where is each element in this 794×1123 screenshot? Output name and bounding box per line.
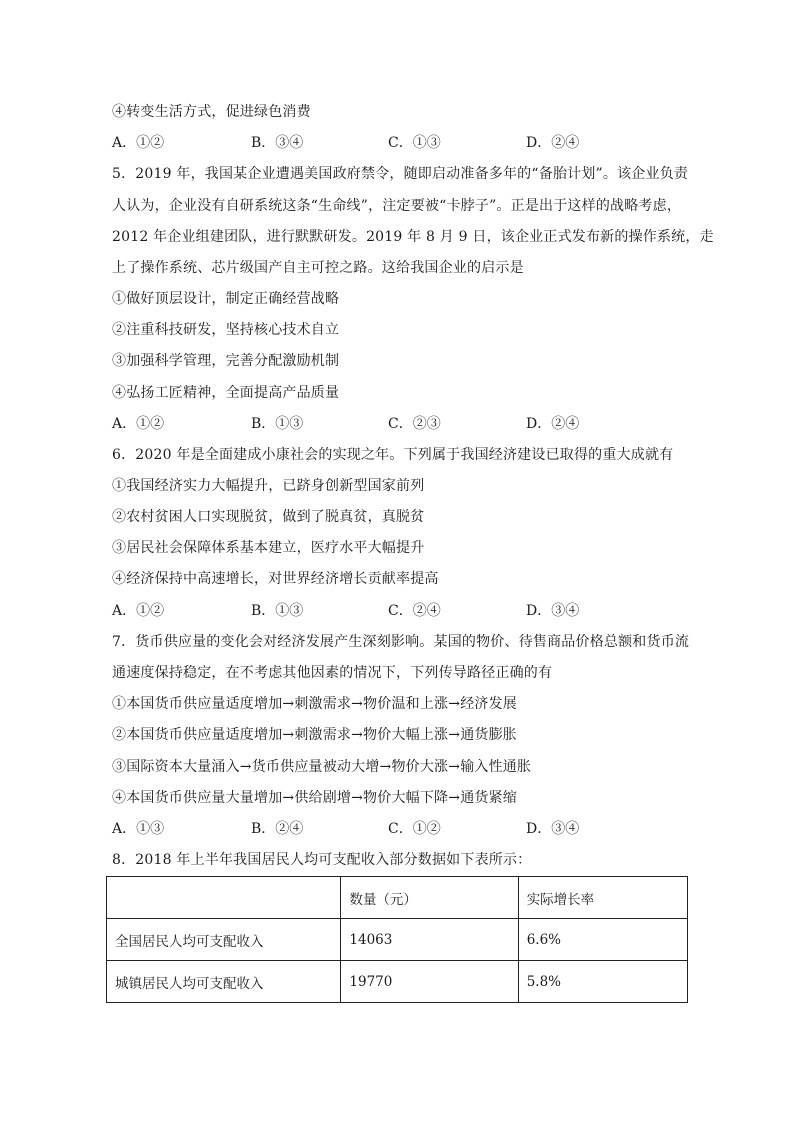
q7-option-c: C．①② xyxy=(388,821,441,837)
table-cell: 城镇居民人均可支配收入 xyxy=(107,961,341,1003)
table-header-row xyxy=(107,877,688,919)
table-row xyxy=(107,919,688,961)
q6-item-4: ④经济保持中高速增长，对世界经济增长贡献率提高 xyxy=(112,571,439,587)
q5-option-b: B．①③ xyxy=(251,416,304,432)
q8-stem: 8．2018 年上半年我国居民人均可支配收入部分数据如下表所示： xyxy=(112,852,532,868)
q6-item-3: ③居民社会保障体系基本建立，医疗水平大幅提升 xyxy=(112,540,425,556)
table-header-cell: 数量（元） xyxy=(341,877,518,919)
table-header-cell: 实际增长率 xyxy=(518,877,687,919)
q5-option-a: A．①② xyxy=(112,416,165,432)
q7-option-d: D．③④ xyxy=(526,821,580,837)
q7-item-3: ③国际资本大量涌入→货币供应量被动大增→物价大涨→输入性通胀 xyxy=(112,759,532,775)
q6-option-b: B．①③ xyxy=(251,603,304,619)
table-cell: 19770 xyxy=(341,961,518,1003)
table-cell: 5.8% xyxy=(518,961,687,1003)
q7-item-2: ②本国货币供应量适度增加→刺激需求→物价大幅上涨→通货膨胀 xyxy=(112,727,517,743)
table-row xyxy=(107,961,688,1003)
q5-stem-line-1: 5．2019 年，我国某企业遭遇美国政府禁令，随即启动准备多年的“备胎计划”。该企业负责 xyxy=(112,166,689,182)
q5-stem-line-3: 2012 年企业组建团队，进行默默研发。2019 年 8 月 9 日，该企业正式发布新的操作系统，走 xyxy=(112,229,714,245)
table-header-cell xyxy=(107,877,341,919)
q5-item-3: ③加强科学管理，完善分配激励机制 xyxy=(112,353,340,369)
q6-item-2: ②农村贫困人口实现脱贫，做到了脱真贫，真脱贫 xyxy=(112,509,425,525)
q5-stem-line-4: 上了操作系统、芯片级国产自主可控之路。这给我国企业的启示是 xyxy=(112,260,524,276)
q6-option-c: C．②④ xyxy=(388,603,441,619)
q7-item-4: ④本国货币供应量大量增加→供给剧增→物价大幅下降→通货紧缩 xyxy=(112,790,517,806)
table-cell: 14063 xyxy=(341,919,518,961)
q7-stem-line-1: 7．货币供应量的变化会对经济发展产生深刻影响。某国的物价、待售商品价格总额和货币流 xyxy=(112,634,690,650)
income-table xyxy=(106,876,688,1003)
q5-option-c: C．②③ xyxy=(388,416,441,432)
q7-stem-line-2: 通速度保持稳定，在不考虑其他因素的情况下，下列传导路径正确的有 xyxy=(112,665,553,681)
q4-option-c: C．①③ xyxy=(388,135,441,151)
q7-option-b: B．②④ xyxy=(251,821,304,837)
q6-option-a: A．①② xyxy=(112,603,165,619)
q7-option-a: A．①③ xyxy=(112,821,165,837)
q5-item-2: ②注重科技研发，坚持核心技术自立 xyxy=(112,322,340,338)
q7-item-1: ①本国货币供应量适度增加→刺激需求→物价温和上涨→经济发展 xyxy=(112,696,517,712)
q4-item-4: ④转变生活方式，促进绿色消费 xyxy=(112,104,311,120)
q5-item-4: ④弘扬工匠精神，全面提高产品质量 xyxy=(112,385,340,401)
q6-stem: 6．2020 年是全面建成小康社会的实现之年。下列属于我国经济建设已取得的重大成就有 xyxy=(112,447,674,463)
q6-option-d: D．③④ xyxy=(526,603,580,619)
table-cell: 全国居民人均可支配收入 xyxy=(107,919,341,961)
q5-stem-line-2: 人认为，企业没有自研系统这条“生命线”，注定要被“卡脖子”。正是出于这样的战略考虑， xyxy=(112,198,682,214)
q4-option-b: B．③④ xyxy=(251,135,304,151)
q5-item-1: ①做好顶层设计，制定正确经营战略 xyxy=(112,291,340,307)
table-cell: 6.6% xyxy=(518,919,687,961)
q4-option-d: D．②④ xyxy=(526,135,580,151)
q4-option-a: A．①② xyxy=(112,135,165,151)
q5-option-d: D．②④ xyxy=(526,416,580,432)
q6-item-1: ①我国经济实力大幅提升，已跻身创新型国家前列 xyxy=(112,478,425,494)
